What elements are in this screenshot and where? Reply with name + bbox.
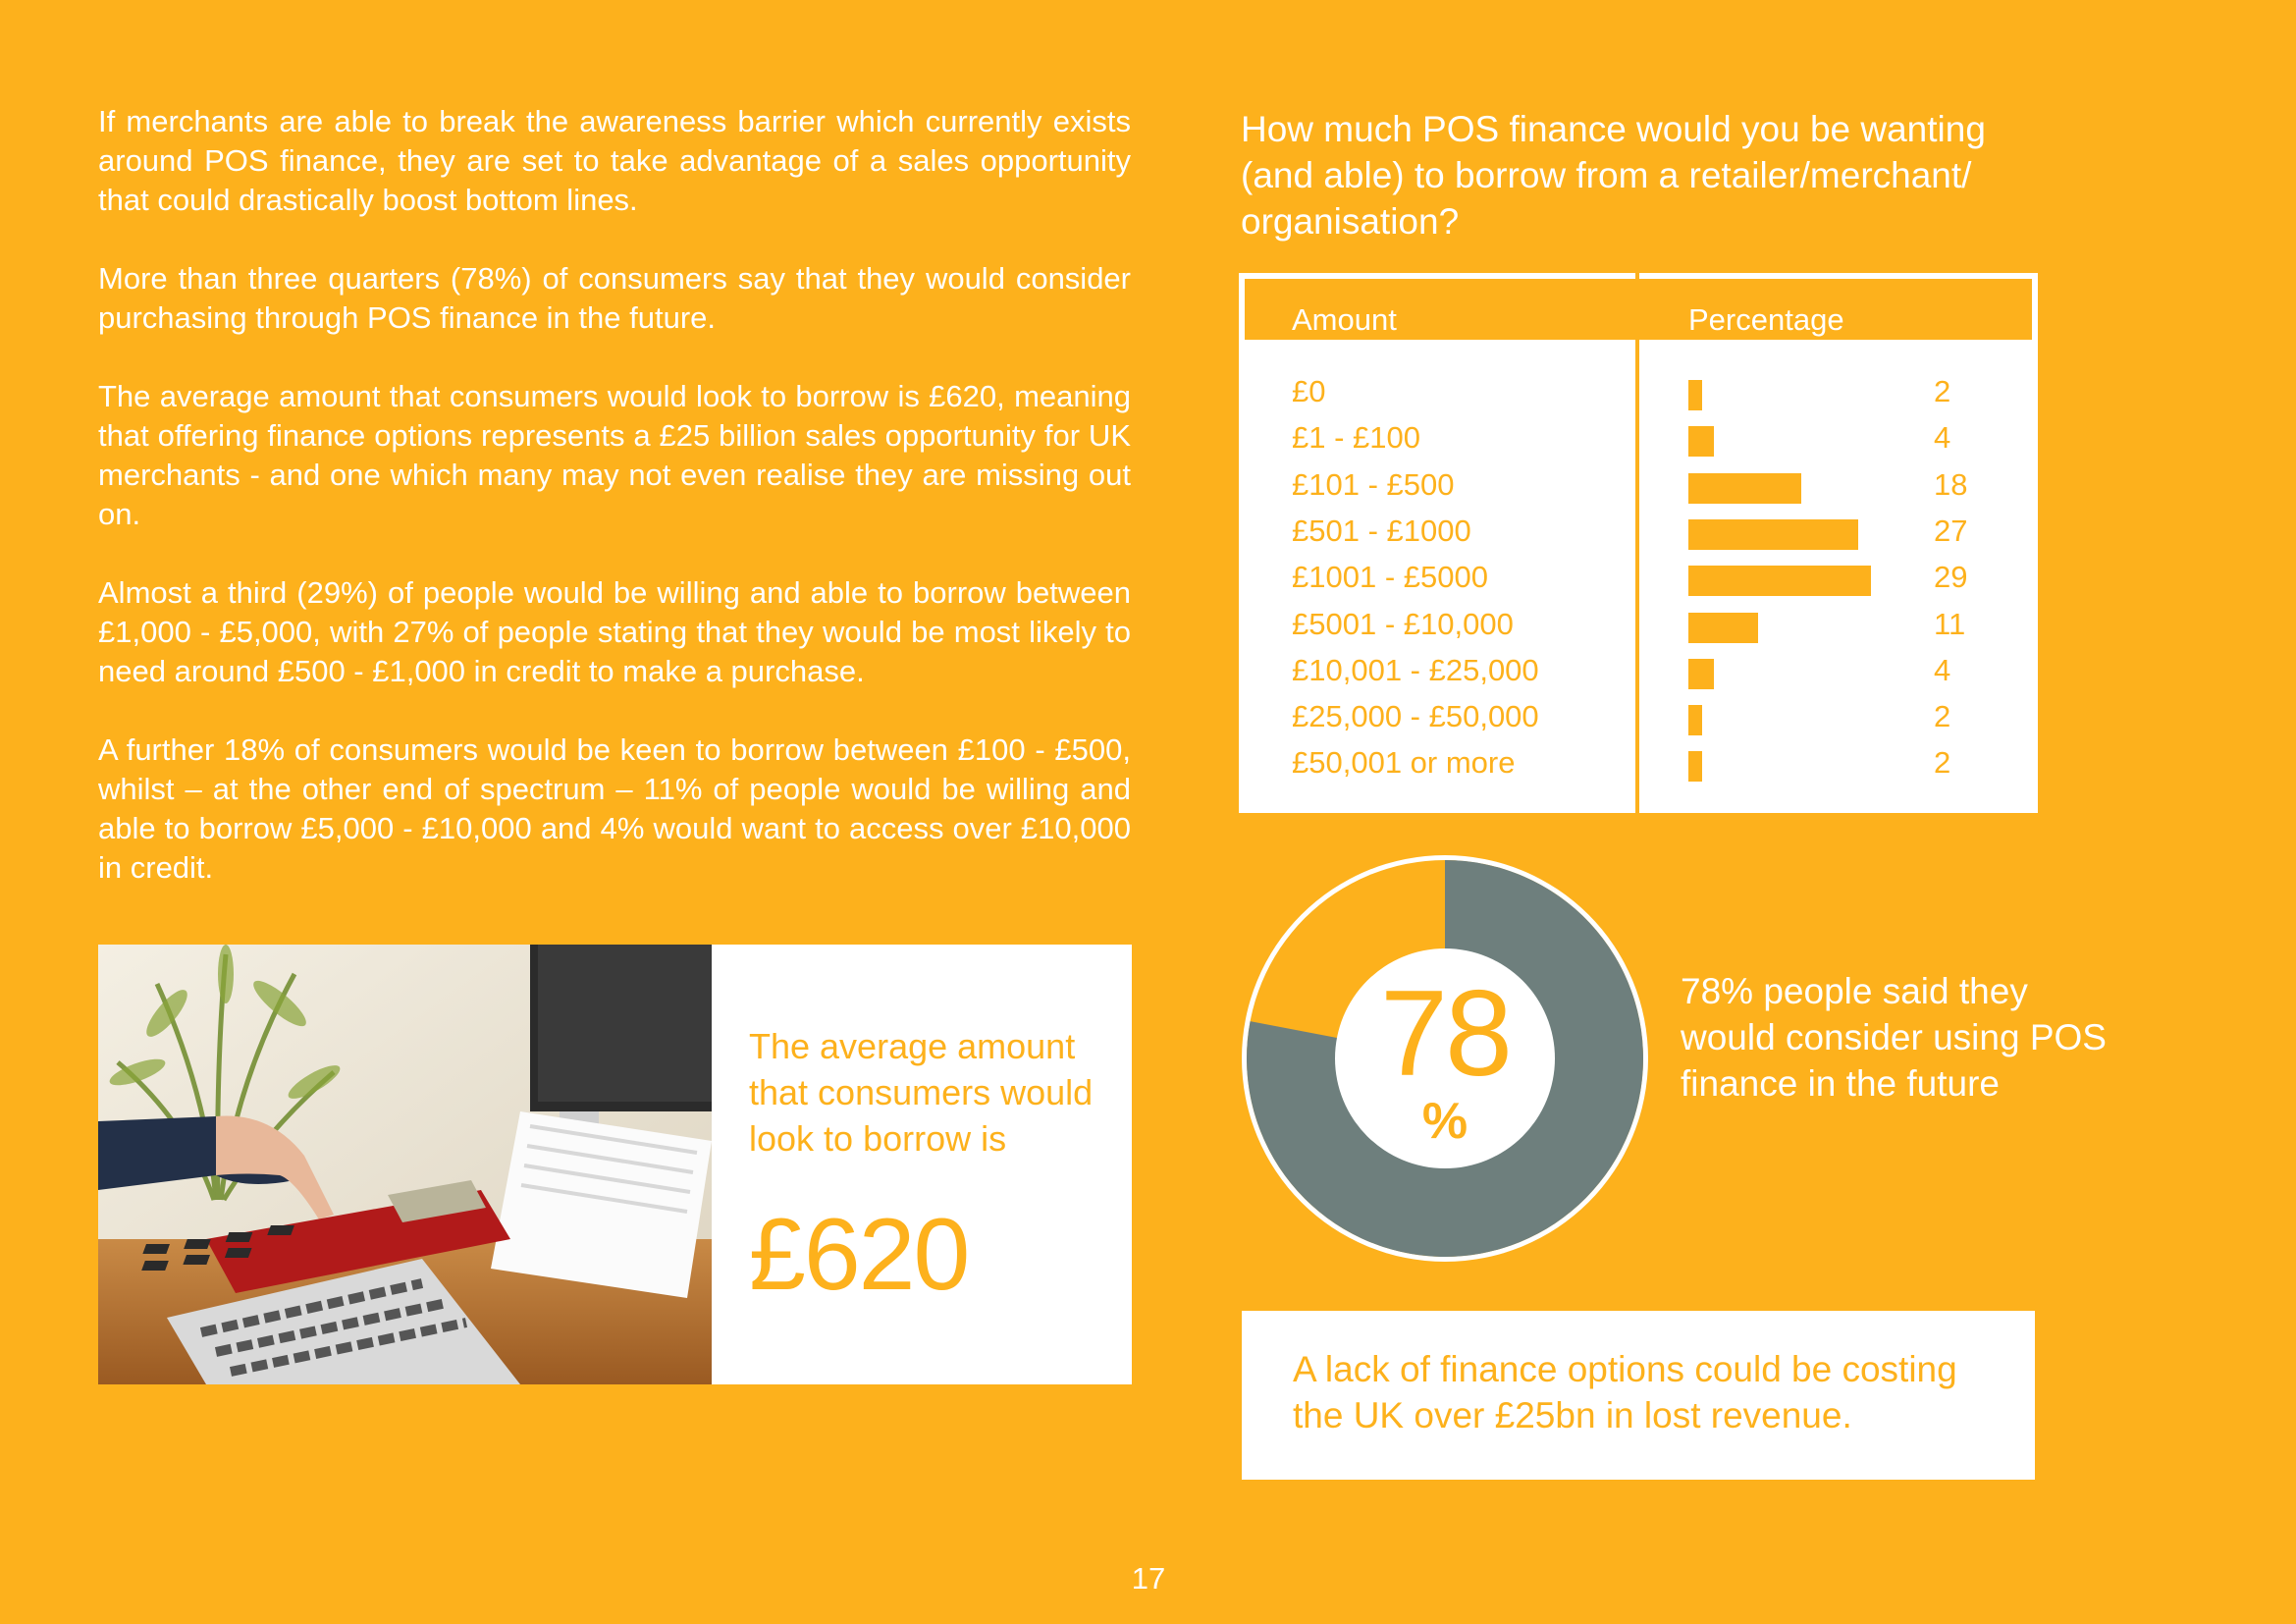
row-amount-label: £0 (1292, 374, 1326, 408)
borrow-amount-table (1239, 273, 2038, 813)
row-percentage-bar (1688, 519, 1858, 550)
donut-caption: 78% people said they would consider using POS finance in the future (1681, 971, 2107, 1104)
survey-question: How much POS finance would you be wanting (and able) to borrow from a retailer/merchant/ organisation? (1241, 109, 1986, 242)
row-percentage-value: 11 (1934, 606, 1966, 641)
table-row (1239, 372, 2038, 418)
table-row (1239, 605, 2038, 651)
row-percentage-value: 2 (1934, 374, 1951, 408)
body-text (98, 102, 1131, 927)
table-row (1239, 651, 2038, 697)
table-row (1239, 465, 2038, 512)
paragraph-2: More than three quarters (78%) of consumers say that they would consider purchasing through POS finance in the future. (98, 261, 1131, 335)
row-percentage-value: 29 (1934, 560, 1968, 595)
row-amount-label: £5001 - £10,000 (1292, 606, 1514, 641)
row-percentage-value: 18 (1934, 466, 1968, 502)
row-percentage-value: 2 (1934, 745, 1951, 781)
row-percentage-bar (1688, 613, 1758, 643)
row-amount-label: £501 - £1000 (1292, 513, 1471, 548)
row-percentage-value: 2 (1934, 699, 1951, 734)
row-percentage-bar (1688, 473, 1801, 504)
donut-value: 78 (1380, 966, 1510, 1102)
row-amount-label: £50,001 or more (1292, 745, 1516, 781)
row-amount-label: £1001 - £5000 (1292, 560, 1488, 595)
paragraph-5: A further 18% of consumers would be keen to borrow between £100 - £500, whilst – at the other end of spectrum – 11% of people would be willing and able to borrow £5,000 - £10,000 and 4% would want to access over £10,000 in credit. (98, 732, 1131, 885)
table-row (1239, 697, 2038, 743)
row-percentage-bar (1688, 659, 1714, 689)
header-percentage: Percentage (1688, 302, 1844, 337)
row-amount-label: £10,001 - £25,000 (1292, 652, 1539, 687)
row-percentage-bar (1688, 426, 1714, 457)
row-amount-label: £101 - £500 (1292, 466, 1455, 502)
calculator-photo-illustration (98, 945, 712, 1384)
row-percentage-value: 4 (1934, 652, 1951, 687)
header-amount: Amount (1292, 302, 1397, 337)
average-amount-callout (749, 1023, 1112, 1312)
table-row (1239, 418, 2038, 464)
lost-revenue-box (1242, 1311, 2035, 1480)
paragraph-4: Almost a third (29%) of people would be willing and able to borrow between £1,000 - £5,000, with 27% of people stating that they would be most likely to need around £500 - £1,000 in credit to make a purchase. (98, 575, 1131, 688)
row-percentage-bar (1688, 380, 1702, 410)
callout-text: The average amount that consumers would look to borrow is (749, 1026, 1094, 1159)
row-percentage-bar (1688, 705, 1702, 735)
lost-revenue-text: A lack of finance options could be costing the UK over £25bn in lost revenue. (1293, 1349, 1957, 1435)
table-row (1239, 512, 2038, 558)
table-row (1239, 743, 2038, 789)
table-row (1239, 558, 2038, 604)
row-percentage-bar (1688, 566, 1871, 596)
average-amount-panel (98, 945, 1132, 1384)
row-amount-label: £25,000 - £50,000 (1292, 699, 1539, 734)
row-percentage-bar (1688, 751, 1702, 782)
callout-amount: £620 (749, 1198, 969, 1312)
paragraph-3: The average amount that consumers would look to borrow is £620, meaning that offering finance options represents a £25 billion sales opportunity for UK merchants - and one which many may not even realise they are missing out on. (98, 379, 1131, 531)
paragraph-1: If merchants are able to break the awareness barrier which currently exists around POS finance, they are set to take advantage of a sales opportunity that could drastically boost bottom lines. (98, 104, 1131, 217)
page-number: 17 (1131, 1561, 1166, 1596)
donut-unit: % (1421, 1093, 1468, 1150)
row-percentage-value: 27 (1934, 513, 1968, 548)
calculator-photo (98, 945, 712, 1384)
row-amount-label: £1 - £100 (1292, 420, 1420, 456)
row-percentage-value: 4 (1934, 420, 1951, 456)
